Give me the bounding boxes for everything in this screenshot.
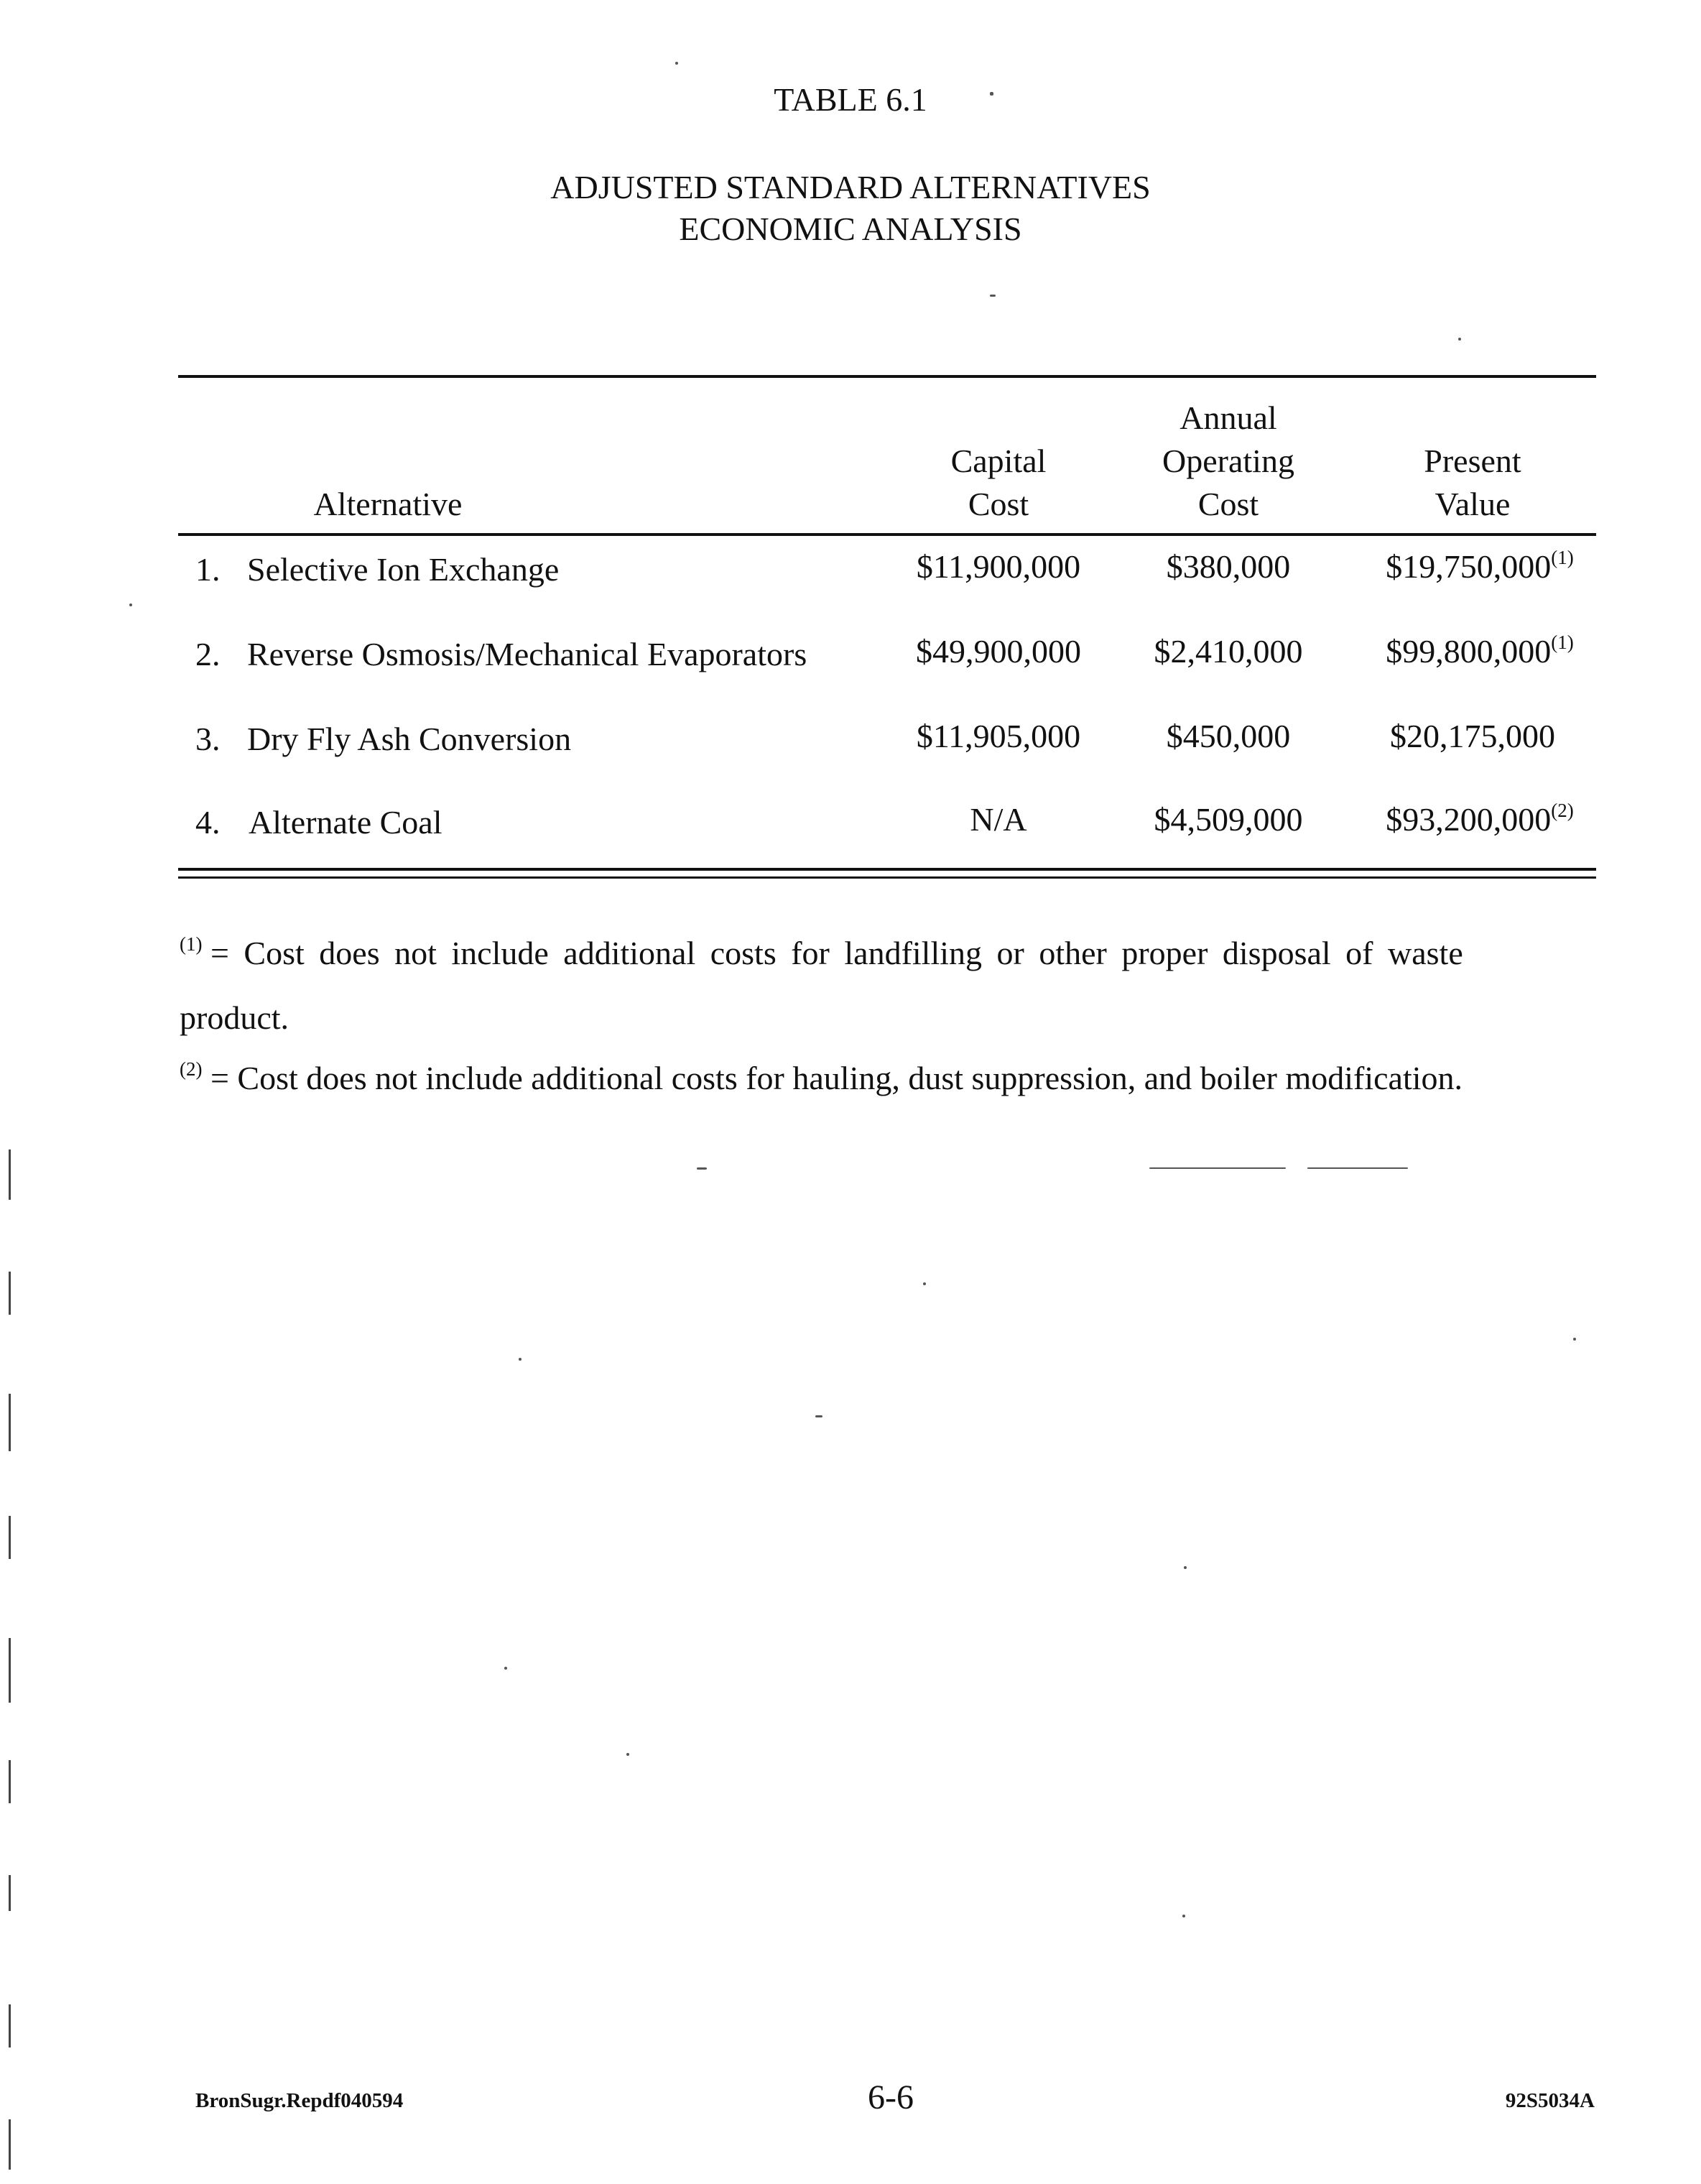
footnote-ref: (2)	[1551, 800, 1574, 821]
row-capital-cost: $11,905,000	[916, 718, 1081, 754]
row-annual-operating-cost: $450,000	[1166, 718, 1291, 754]
table-title-line-1: ADJUSTED STANDARD ALTERNATIVES	[550, 169, 1151, 205]
scan-speck	[1458, 338, 1461, 341]
footer-job-number: 92S5034A	[1505, 2089, 1595, 2112]
row-present-value: $19,750,000$^{(1)}$	[1386, 547, 1574, 585]
table-title-line-2: ECONOMIC ANALYSIS	[679, 210, 1022, 247]
scan-speck	[990, 92, 993, 96]
footnote-ref: (1)	[1551, 547, 1574, 568]
scan-edge-mark	[9, 1516, 11, 1559]
scan-edge-mark	[9, 1638, 11, 1703]
row-alternative-name: Dry Fly Ash Conversion	[247, 721, 572, 757]
row-capital-cost: $11,900,000	[916, 548, 1081, 585]
footnote-ref: (1)	[1551, 631, 1574, 653]
scan-speck	[1573, 1338, 1576, 1341]
row-alternative-name: Selective Ion Exchange	[247, 551, 560, 588]
row-number: 4.	[195, 804, 221, 841]
row-annual-operating-cost: $380,000	[1166, 548, 1291, 585]
table-header-rule	[178, 533, 1596, 536]
row-present-value: $93,200,000$^{(2)}$	[1386, 800, 1574, 838]
scan-speck	[626, 1753, 629, 1756]
footer-page-number: 6-6	[868, 2078, 914, 2116]
row-number: 2.	[195, 636, 221, 672]
scan-speck	[1149, 1167, 1286, 1169]
footnote-2-text: = Cost does not include additional costs for hauling, dust suppression, and boiler modification.	[210, 1060, 1463, 1096]
scan-edge-mark	[9, 1149, 11, 1200]
column-header-alternative: Alternative	[313, 486, 463, 522]
scan-edge-mark	[9, 1272, 11, 1315]
row-alternative-name: Reverse Osmosis/Mechanical Evaporators	[247, 636, 807, 672]
scan-speck	[129, 603, 132, 606]
column-header-present-value: Present Value	[1424, 443, 1521, 522]
scan-speck	[519, 1358, 522, 1361]
table-title	[0, 167, 1701, 250]
scan-edge-mark	[9, 1875, 11, 1911]
footnote-1-continuation: product.	[180, 999, 289, 1036]
scan-speck	[1184, 1566, 1187, 1569]
scan-speck	[990, 295, 996, 297]
scan-speck	[697, 1167, 707, 1170]
scan-speck	[815, 1415, 822, 1417]
scan-edge-mark	[9, 2004, 11, 2048]
scan-speck	[504, 1667, 507, 1670]
scan-speck	[675, 62, 678, 65]
row-present-value: $20,175,000	[1390, 718, 1555, 754]
footnote-2	[180, 1059, 1463, 1097]
table-bottom-rule	[178, 868, 1596, 871]
column-header-capital-cost: Capital Cost	[950, 443, 1047, 522]
scan-speck	[923, 1282, 926, 1285]
table-top-rule	[178, 375, 1596, 378]
row-annual-operating-cost: $4,509,000	[1154, 801, 1303, 838]
scan-speck	[1307, 1167, 1408, 1169]
column-header-annual-operating-cost: Annual Operating Cost	[1162, 399, 1294, 522]
footnote-marker: (1)	[180, 933, 203, 955]
footnote-1	[180, 934, 1580, 972]
row-present-value: $99,800,000$^{(1)}$	[1386, 631, 1574, 670]
row-number: 3.	[195, 721, 221, 757]
scan-edge-mark	[9, 1760, 11, 1803]
footnote-1-text: = Cost does not include additional costs for landfilling or other proper disposal of waste	[210, 935, 1463, 971]
row-annual-operating-cost: $2,410,000	[1154, 633, 1303, 670]
row-alternative-name: Alternate Coal	[249, 804, 442, 841]
scan-edge-mark	[9, 1394, 11, 1451]
scan-edge-mark	[9, 2119, 11, 2170]
scan-speck	[1182, 1915, 1185, 1917]
footnote-marker: (2)	[180, 1058, 203, 1080]
footer-document-id: BronSugr.Repdf040594	[195, 2089, 404, 2112]
table-bottom-rule	[178, 876, 1596, 879]
row-capital-cost: N/A	[970, 801, 1027, 838]
row-capital-cost: $49,900,000	[916, 633, 1081, 670]
table-number: TABLE 6.1	[774, 81, 927, 118]
row-number: 1.	[195, 551, 221, 588]
